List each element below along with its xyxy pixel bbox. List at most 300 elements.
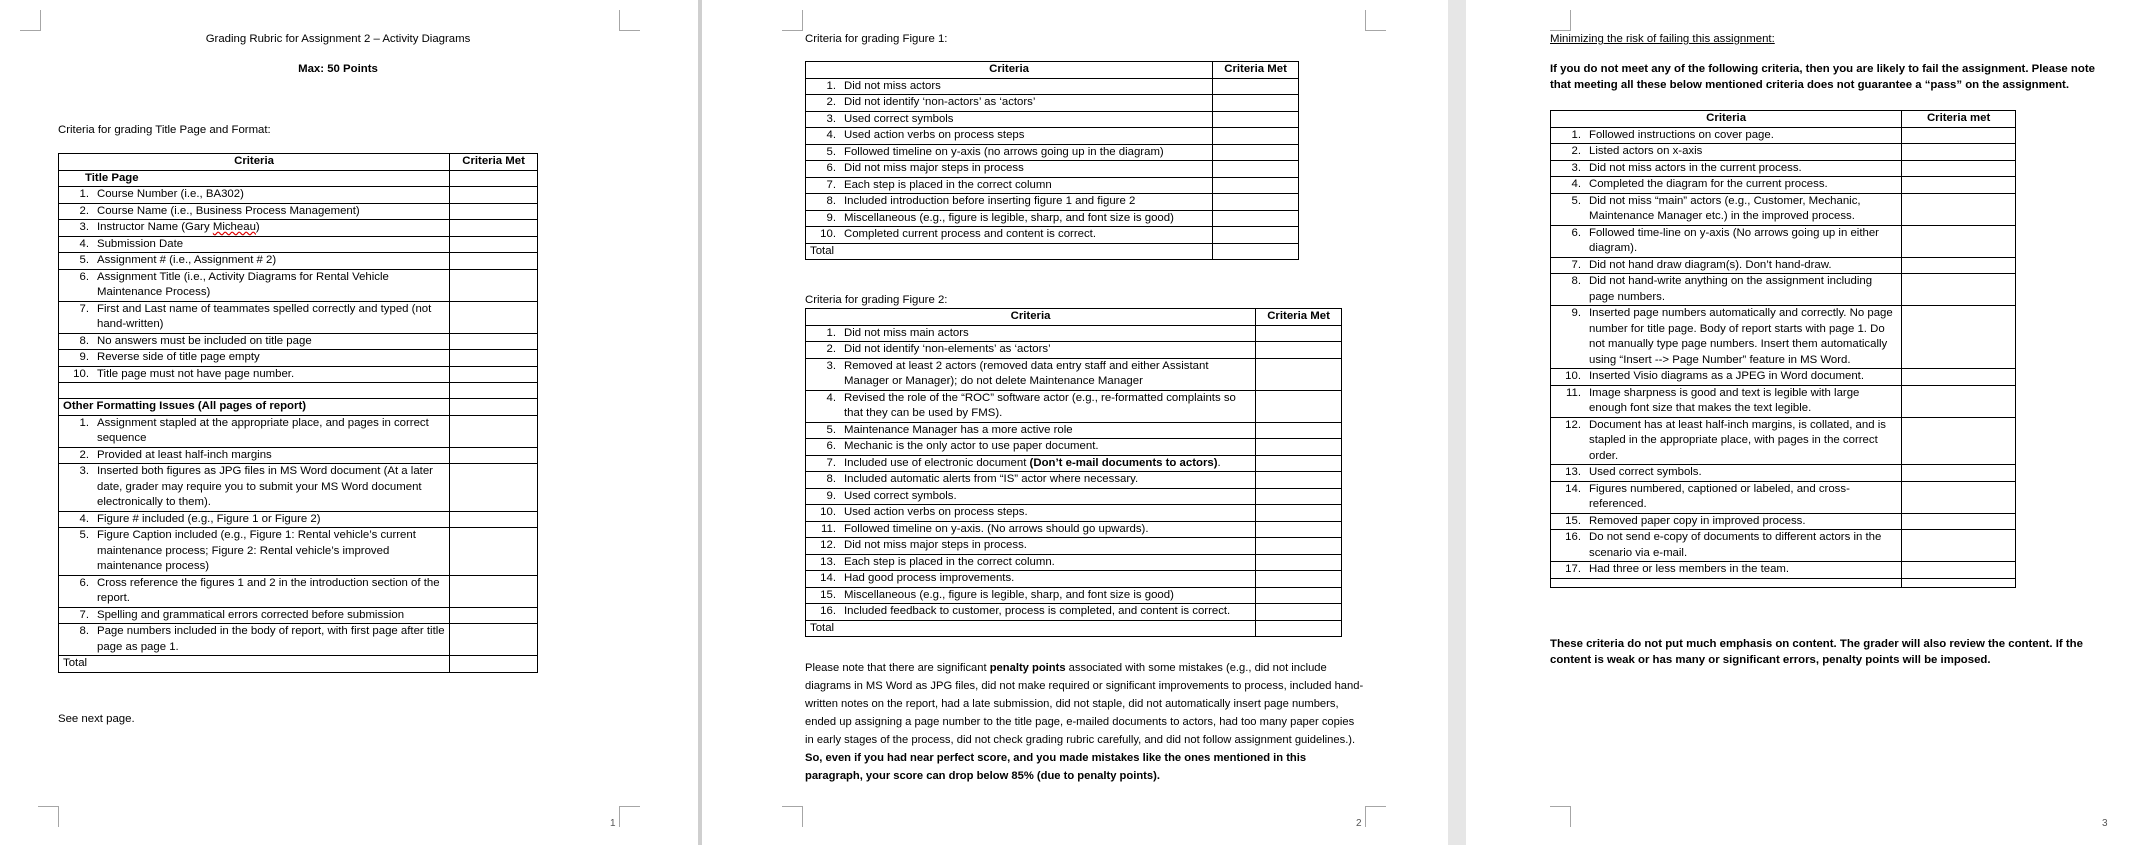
page-number: 2 [1356,818,1362,829]
criteria-met-cell[interactable] [1902,274,2016,306]
item-text: Miscellaneous (e.g., figure is legible, sharp, and font size is good) [844,588,1174,601]
criteria-cell [59,187,450,204]
table-row [59,607,538,624]
criteria-item [1555,194,1897,225]
criteria-item [63,512,445,528]
table-row [806,325,1342,342]
criteria-item [810,128,1208,144]
table-row [1551,274,2016,306]
item-text [97,220,260,236]
criteria-met-cell[interactable] [450,253,538,270]
criteria-met-cell[interactable] [1256,571,1342,588]
criteria-cell [806,488,1256,505]
criteria-cell [1551,465,1902,482]
criteria-item [1555,482,1897,513]
item-text: Included feedback to customer, process is completed, and content is correct. [844,605,1231,617]
table-row [806,538,1342,555]
criteria-met-cell[interactable] [1256,587,1342,604]
figure1-rubric-table [805,61,1299,260]
criteria-item [1555,386,1897,417]
criteria-cell [59,301,450,333]
criteria-met-cell[interactable] [1213,194,1299,211]
criteria-item [810,538,1251,554]
table-row [59,220,538,237]
criteria-met-cell[interactable] [1213,210,1299,227]
criteria-header: Criteria [59,154,450,171]
criteria-item [1555,144,1897,160]
criteria-item [1555,177,1897,193]
criteria-cell [806,95,1213,112]
criteria-header: Criteria [806,62,1213,79]
criteria-cell [806,78,1213,95]
item-number: 2. [826,343,836,355]
criteria-cell [1551,257,1902,274]
criteria-cell [59,624,450,656]
item-number: 11. [821,522,836,535]
item-text: No answers must be included on title page [97,334,312,347]
item-number: 8. [826,473,836,485]
section-formatting: Other Formatting Issues (All pages of report) [59,399,450,416]
item-number: 3. [826,112,836,125]
criteria-cell [1551,193,1902,225]
criteria-cell [1551,513,1902,530]
criteria-item [63,448,445,464]
item-number: 5. [826,145,836,158]
item-text: Used action verbs on process steps [844,129,1025,141]
criteria-item [1555,369,1897,385]
criteria-cell [806,194,1213,211]
table-row [59,350,538,367]
item-number: 7. [79,302,89,315]
item-text: Image sharpness is good and text is legible with large enough font size that makes the text legible. [1589,386,1860,414]
item-number: 3. [79,221,89,233]
spacer-cell [59,383,450,399]
item-number: 3. [1571,161,1581,174]
item-number: 1. [826,79,836,92]
criteria-cell [1551,385,1902,417]
document-title: Grading Rubric for Assignment 2 – Activity Diagrams [205,33,471,45]
criteria-cell [59,447,450,464]
crop-mark [20,10,41,31]
criteria-cell [59,350,450,367]
figure1-criteria-intro: Criteria for grading Figure 1: [805,33,948,45]
criteria-cell [806,390,1256,422]
criteria-met-cell[interactable] [1256,439,1342,456]
criteria-cell [806,358,1256,390]
item-number: 10. [73,367,89,380]
criteria-met-cell[interactable] [450,447,538,464]
item-text: Page numbers included in the body of report, with first page after title page as page 1. [97,625,445,653]
criteria-met-header: Criteria Met [1213,62,1299,79]
criteria-cell [1551,481,1902,513]
table-row [806,620,1342,637]
criteria-met-cell[interactable] [450,203,538,220]
table-row [59,253,538,270]
criteria-met-cell[interactable] [1213,111,1299,128]
criteria-met-cell[interactable] [450,170,538,187]
criteria-met-cell[interactable] [1213,161,1299,178]
criteria-met-cell[interactable] [1256,358,1342,390]
criteria-item [1555,562,1897,578]
risk-warning: If you do not meet any of the following criteria, then you are likely to fail the assignment. Please note that meeting all these below mentioned criteria does not guarantee a “pass” on the assignment. [1550,63,2095,91]
item-text: Assignment # (i.e., Assignment # 2) [97,254,277,266]
max-points: Max: 50 Points [298,63,378,75]
criteria-met-cell[interactable] [450,383,538,399]
criteria-item [63,270,445,301]
table-row [806,227,1299,244]
table-row [806,505,1342,522]
table-row [1551,369,2016,386]
criteria-cell [1551,530,1902,562]
item-number: 8. [826,195,836,207]
item-number: 9. [826,489,836,502]
item-text: Included introduction before inserting figure 1 and figure 2 [844,195,1136,207]
criteria-item [810,342,1251,358]
criteria-met-cell[interactable] [450,366,538,383]
item-number: 7. [826,456,836,469]
table-row [806,111,1299,128]
criteria-item [810,456,1251,472]
criteria-met-cell[interactable] [450,350,538,367]
page-number: 1 [610,818,616,829]
criteria-met-cell[interactable] [450,220,538,237]
criteria-cell [1551,160,1902,177]
criteria-item [63,576,445,607]
document-page-3 [1466,0,2146,845]
table-row [59,187,538,204]
criteria-cell [1551,562,1902,579]
table-row [59,383,538,399]
criteria-item [1555,465,1897,481]
item-text-part: Instructor Name (Gary [97,221,213,233]
table-row [806,358,1342,390]
criteria-met-cell[interactable] [1213,177,1299,194]
item-text: Did not hand draw diagram(s). Don’t hand-draw. [1589,258,1832,271]
criteria-met-cell[interactable] [1256,325,1342,342]
item-text: First and Last name of teammates spelled correctly and typed (not hand-written) [97,302,432,330]
table-row [1551,578,2016,587]
table-row [806,554,1342,571]
item-text: Title page must not have page number. [97,367,295,380]
criteria-item [810,588,1251,604]
crop-mark [782,10,803,31]
criteria-met-cell[interactable] [1256,505,1342,522]
item-number: 4. [826,391,836,404]
criteria-item [810,505,1251,521]
item-text-part: . [1217,456,1221,469]
criteria-met-cell[interactable] [450,269,538,301]
criteria-item [1555,514,1897,530]
criteria-met-cell[interactable] [450,464,538,512]
item-number: 6. [826,162,836,174]
item-number: 7. [79,608,89,621]
document-page-1 [0,0,746,845]
criteria-cell [806,342,1256,359]
criteria-met-cell[interactable] [1213,128,1299,145]
criteria-item [810,472,1251,488]
table-row [59,656,538,673]
item-number: 2. [79,448,89,461]
see-next-page: See next page. [58,713,135,725]
item-text: Did not miss major steps in process [844,162,1024,174]
table-row [1551,417,2016,465]
item-text [844,456,1221,472]
criteria-met-cell[interactable] [1902,257,2016,274]
item-number: 5. [1571,194,1581,207]
criteria-met-cell[interactable] [1902,225,2016,257]
total-cell: Total [59,656,450,673]
criteria-met-cell[interactable] [1902,530,2016,562]
criteria-met-cell[interactable] [1902,562,2016,579]
table-row [1551,513,2016,530]
criteria-met-cell[interactable] [1902,578,2016,587]
item-number: 15. [820,588,836,601]
criteria-met-cell[interactable] [1902,417,2016,465]
criteria-met-cell[interactable] [450,575,538,607]
item-text: Did not miss main actors [844,326,969,339]
item-text: Inserted both figures as JPG files in MS Word document (At a later date, grader may require you to submit your MS Word document electronically to them). [97,465,433,508]
criteria-cell [806,325,1256,342]
item-text: Did not miss major steps in process. [844,539,1027,551]
item-number: 2. [1571,145,1581,157]
criteria-met-cell[interactable] [1902,306,2016,369]
penalty-note-warning: So, even if you had near perfect score, and you made mistakes like the ones mentioned in this paragraph, your score can drop below 85% (due to penalty points). [805,752,1307,782]
item-text: Assignment stapled at the appropriate place, and pages in correct sequence [97,416,429,444]
risk-heading: Minimizing the risk of failing this assignment: [1550,33,1775,45]
criteria-met-cell[interactable] [1213,227,1299,244]
figure2-rubric-table [805,308,1342,637]
item-number: 1. [1571,128,1581,141]
item-text: Did not miss actors [844,79,941,92]
item-number: 9. [826,211,836,224]
item-number: 2. [826,96,836,108]
criteria-cell [1551,306,1902,369]
criteria-cell [806,604,1256,621]
item-text: Had good process improvements. [844,572,1015,584]
crop-mark [619,806,640,827]
item-number: 6. [79,270,89,283]
item-number: 9. [1571,307,1581,319]
criteria-met-cell[interactable] [1213,78,1299,95]
item-number: 3. [79,465,89,477]
item-text: Figures numbered, captioned or labeled, and cross-referenced. [1589,482,1850,510]
criteria-met-cell[interactable] [450,415,538,447]
item-number: 7. [1571,258,1581,271]
criteria-met-cell[interactable] [450,511,538,528]
criteria-met-cell[interactable] [1902,465,2016,482]
item-text: Listed actors on x-axis [1589,145,1703,157]
criteria-met-cell[interactable] [450,399,538,416]
criteria-met-cell[interactable] [1256,390,1342,422]
table-row [806,455,1342,472]
item-number: 5. [826,423,836,436]
table-row [806,342,1342,359]
item-text: Completed current process and content is correct. [844,228,1096,240]
criteria-cell [59,511,450,528]
item-text-bold: (Don’t e-mail documents to actors) [1029,456,1218,469]
item-number: 4. [79,512,89,525]
item-text: Used correct symbols. [1589,466,1702,478]
criteria-item [810,211,1208,227]
criteria-met-cell[interactable] [1256,521,1342,538]
criteria-met-cell[interactable] [1256,488,1342,505]
item-number: 10. [820,228,836,240]
item-number: 16. [820,605,836,617]
criteria-met-cell[interactable] [1213,243,1299,260]
criteria-item [63,204,445,220]
criteria-met-header: Criteria met [1902,111,2016,128]
criteria-met-cell[interactable] [1902,193,2016,225]
criteria-met-cell[interactable] [1902,513,2016,530]
item-number: 5. [79,529,89,541]
criteria-met-cell[interactable] [1256,342,1342,359]
criteria-met-cell[interactable] [450,656,538,673]
criteria-met-cell[interactable] [450,607,538,624]
criteria-met-cell[interactable] [1256,422,1342,439]
item-text: Mechanic is the only actor to use paper document. [844,440,1099,452]
item-number: 1. [79,416,89,429]
criteria-met-cell[interactable] [450,236,538,253]
table-row [806,422,1342,439]
criteria-item [810,391,1251,422]
crop-mark [1365,10,1386,31]
criteria-item [63,367,445,383]
item-text: Figure # included (e.g., Figure 1 or Figure 2) [97,512,321,525]
table-row [1551,481,2016,513]
item-text: Document has at least half-inch margins, is collated, and is stapled in the appropriate place, with pages in the correct order. [1589,418,1886,462]
table-row [1551,306,2016,369]
criteria-cell [1551,144,1902,161]
criteria-cell [806,571,1256,588]
criteria-met-cell[interactable] [1256,455,1342,472]
criteria-cell [59,333,450,350]
total-cell: Total [806,620,1256,637]
criteria-cell [1551,417,1902,465]
item-text: Followed instructions on cover page. [1589,128,1774,141]
table-row [806,210,1299,227]
criteria-met-cell[interactable] [1256,604,1342,621]
criteria-header: Criteria [1551,111,1902,128]
item-number: 12. [820,539,836,551]
table-row [806,95,1299,112]
criteria-item [63,302,445,333]
item-text: Did not identify ‘non-actors’ as ‘actors’ [844,96,1036,108]
item-number: 8. [79,334,89,347]
item-text: Used correct symbols. [844,489,957,502]
criteria-item [63,624,445,655]
item-text: Provided at least half-inch margins [97,448,272,461]
criteria-cell [59,528,450,576]
item-text: Course Name (i.e., Business Process Management) [97,204,360,217]
criteria-met-cell[interactable] [1256,538,1342,555]
table-row [806,194,1299,211]
item-text: Miscellaneous (e.g., figure is legible, sharp, and font size is good) [844,211,1174,224]
table-row [59,415,538,447]
criteria-met-cell[interactable] [450,624,538,656]
section-title-page: Title Page [59,170,450,187]
item-text: Course Number (i.e., BA302) [97,188,244,200]
item-text: Reverse side of title page empty [97,351,260,363]
criteria-cell [806,227,1213,244]
criteria-met-cell[interactable] [1902,177,2016,194]
criteria-header: Criteria [806,309,1256,326]
page-number: 3 [2102,818,2108,829]
document-page-2 [702,0,1448,845]
item-number: 10. [1565,370,1581,382]
criteria-item [810,326,1251,342]
criteria-met-cell[interactable] [1213,95,1299,112]
criteria-met-cell[interactable] [1902,160,2016,177]
item-number: 9. [79,351,89,363]
table-row [59,236,538,253]
criteria-met-cell[interactable] [1256,554,1342,571]
item-number: 13. [820,555,836,568]
item-text: Assignment Title (i.e., Activity Diagrams for Rental Vehicle Maintenance Process) [97,270,389,298]
criteria-item [63,220,445,236]
criteria-item [810,227,1208,243]
title-page-criteria-intro: Criteria for grading Title Page and Format: [58,124,271,136]
criteria-met-cell[interactable] [1902,144,2016,161]
criteria-item [810,571,1251,587]
item-text-part: Included use of electronic document [844,456,1027,469]
item-number: 4. [79,237,89,250]
criteria-item [810,95,1208,111]
crop-mark [1365,806,1386,827]
criteria-cell [59,464,450,512]
item-number: 15. [1565,514,1581,527]
criteria-item [810,489,1251,505]
table-row [806,161,1299,178]
item-number: 8. [79,625,89,637]
criteria-met-cell[interactable] [450,301,538,333]
criteria-item [63,464,445,511]
criteria-met-cell[interactable] [1213,144,1299,161]
item-number: 5. [79,254,89,266]
item-text: Spelling and grammatical errors corrected before submission [97,608,405,621]
table-row [1551,177,2016,194]
criteria-cell [1551,127,1902,144]
table-row [1551,160,2016,177]
criteria-cell [806,128,1213,145]
criteria-met-cell[interactable] [1902,481,2016,513]
table-row [806,472,1342,489]
criteria-met-cell[interactable] [1902,369,2016,386]
criteria-met-cell[interactable] [1256,620,1342,637]
penalty-note-text: Please note that there are significant [805,662,990,674]
criteria-met-cell[interactable] [1902,385,2016,417]
criteria-met-cell[interactable] [450,528,538,576]
table-row [1551,562,2016,579]
item-text-part: ) [255,221,260,233]
criteria-cell [806,538,1256,555]
item-text: Completed the diagram for the current process. [1589,178,1828,190]
criteria-item [810,604,1251,620]
criteria-met-cell[interactable] [1902,127,2016,144]
table-row [806,144,1299,161]
criteria-cell [59,366,450,383]
item-text: Followed timeline on y-axis. (No arrows should go upwards). [844,522,1149,535]
table-row [806,604,1342,621]
table-row [59,399,538,416]
criteria-met-cell[interactable] [1256,472,1342,489]
criteria-cell [806,161,1213,178]
criteria-item [810,555,1251,571]
criteria-met-cell[interactable] [450,187,538,204]
table-row [1551,465,2016,482]
criteria-cell [59,607,450,624]
criteria-met-cell[interactable] [450,333,538,350]
criteria-item [1555,161,1897,177]
